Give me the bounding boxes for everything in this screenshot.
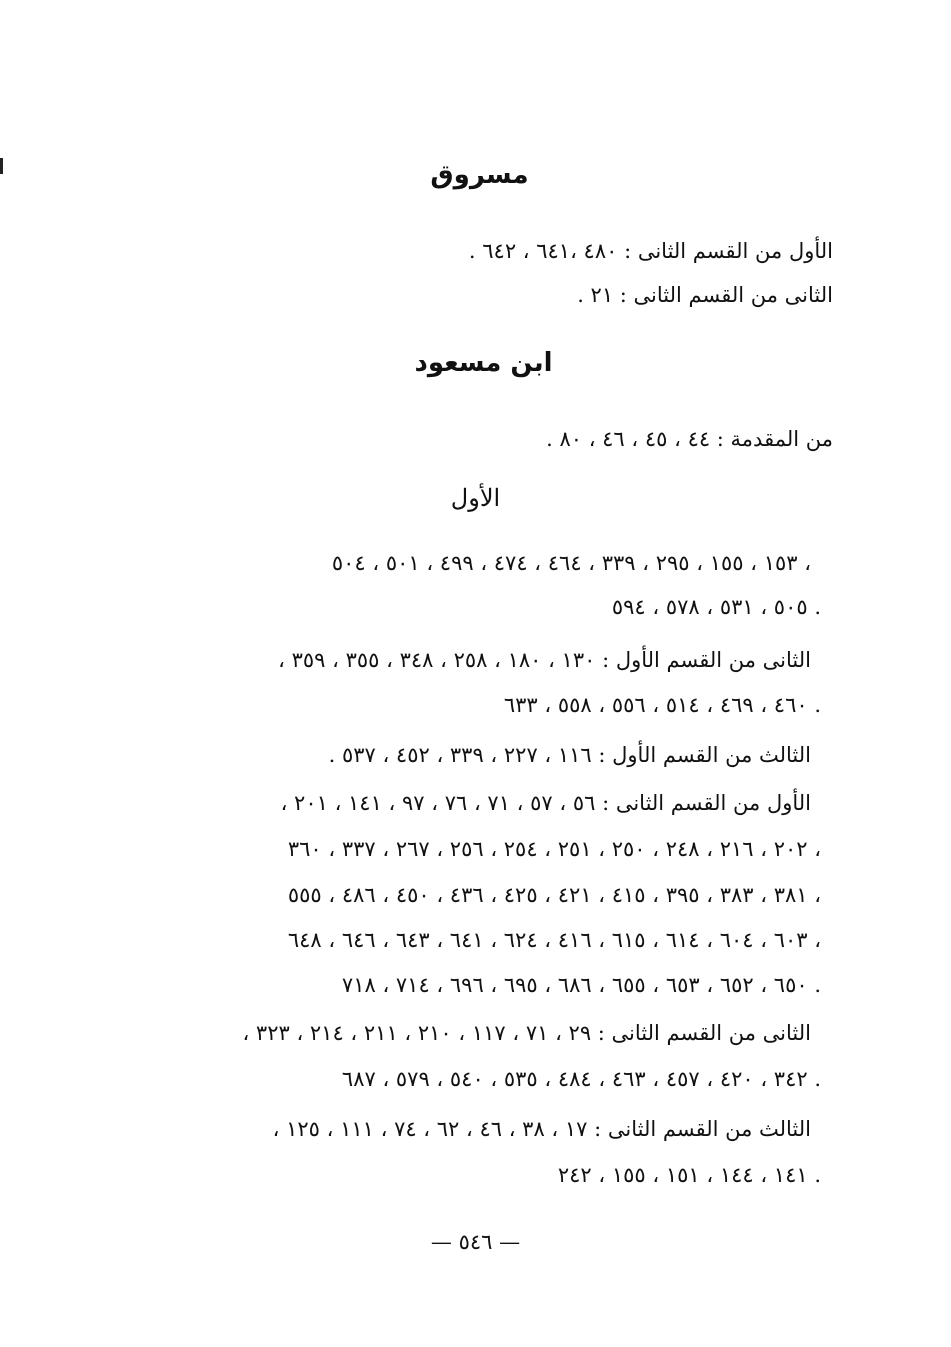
entry-line: ٦٥٠ ، ٦٥٢ ، ٦٥٣ ، ٦٥٥ ، ٦٨٦ ، ٦٩٥ ، ٦٩٦ ، ٧١٤ ، ٧١٨ . [341,973,821,997]
entry-line: ٤٦٠ ، ٤٦٩ ، ٥١٤ ، ٥٥٦ ، ٥٥٨ ، ٦٣٣ . [503,693,821,717]
heading-masruq: مسروق [430,160,529,190]
subheading-awwal: الأول [450,484,501,512]
entry-line: الأول من القسم الثانى : ٤٨٠ ،٦٤١ ، ٦٤٢ . [468,239,833,263]
page-number: — ٥٤٦ — [430,1230,521,1254]
entry-line: الثالث من القسم الأول : ١١٦ ، ٢٢٧ ، ٣٣٩ ، ٤٥٢ ، ٥٣٧ . [328,743,811,767]
entry-line: ٦٠٣ ، ٦٠٤ ، ٦١٤ ، ٦١٥ ، ٤١٦ ، ٦٢٤ ، ٦٤١ ، ٦٤٣ ، ٦٤٦ ، ٦٤٨ ، [287,928,821,952]
entry-line: الثانى من القسم الثانى : ٢١ . [577,283,833,307]
entry-line: الثانى من القسم الأول : ١٣٠ ، ١٨٠ ، ٢٥٨ ، ٣٤٨ ، ٣٥٥ ، ٣٥٩ ، [278,648,811,672]
entry-line: ٣٤٢ ، ٤٢٠ ، ٤٥٧ ، ٤٦٣ ، ٤٨٤ ، ٥٣٥ ، ٥٤٠ ، ٥٧٩ ، ٦٨٧ . [341,1067,821,1091]
entry-line: ٣٨١ ، ٣٨٣ ، ٣٩٥ ، ٤١٥ ، ٤٢١ ، ٤٢٥ ، ٤٣٦ ، ٤٥٠ ، ٤٨٦ ، ٥٥٥ ، [287,883,821,907]
entry-line: ١٤١ ، ١٤٤ ، ١٥١ ، ١٥٥ ، ٢٤٢ . [557,1163,821,1187]
entry-line: الأول من القسم الثانى : ٥٦ ، ٥٧ ، ٧١ ، ٧٦ ، ٩٧ ، ١٤١ ، ٢٠١ ، [280,791,811,815]
entry-line: ٢٠٢ ، ٢١٦ ، ٢٤٨ ، ٢٥٠ ، ٢٥١ ، ٢٥٤ ، ٢٥٦ ، ٢٦٧ ، ٣٣٧ ، ٣٦٠ ، [287,837,821,861]
entry-line: ٥٠٥ ، ٥٣١ ، ٥٧٨ ، ٥٩٤ . [611,595,821,619]
entry-line: الثانى من القسم الثانى : ٢٩ ، ٧١ ، ١١٧ ، ٢١٠ ، ٢١١ ، ٢١٤ ، ٣٢٣ ، [242,1021,811,1045]
entry-line: الثالث من القسم الثانى : ١٧ ، ٣٨ ، ٤٦ ، ٦٢ ، ٧٤ ، ١١١ ، ١٢٥ ، [272,1117,811,1141]
entry-line: من المقدمة : ٤٤ ، ٤٥ ، ٤٦ ، ٨٠ . [546,427,833,451]
heading-ibn-masud: ابن مسعود [414,348,553,378]
entry-line: ١٥٣ ، ١٥٥ ، ٢٩٥ ، ٣٣٩ ، ٤٦٤ ، ٤٧٤ ، ٤٩٩ ، ٥٠١ ، ٥٠٤ ، [331,551,811,575]
